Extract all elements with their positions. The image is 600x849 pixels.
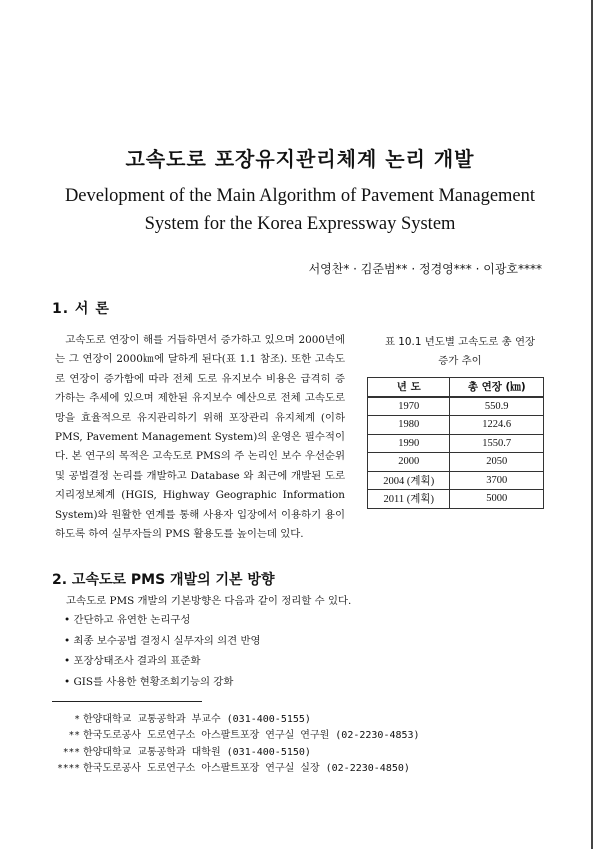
title-english [0, 182, 600, 238]
table-row [368, 397, 544, 416]
list-item: • 포장상태조사 결과의 표준화 [64, 651, 261, 672]
footnote-divider [52, 701, 202, 702]
list-item: • 최종 보수공법 결정시 실무자의 의견 반영 [64, 631, 261, 652]
section-1-heading: 1. 서 론 [52, 301, 110, 317]
section-2-intro: 고속도로 PMS 개발의 기본방향은 다음과 같이 정리할 수 있다. [66, 595, 352, 607]
table-row [368, 471, 544, 490]
table-header-row [368, 378, 544, 397]
footnote-mark: ** [68, 730, 80, 742]
header-total-length: 총 연장 (㎞) [450, 378, 544, 397]
section-2-heading: 2. 고속도로 PMS 개발의 기본 방향 [52, 572, 275, 588]
footnote [48, 761, 420, 777]
author-list: 서영찬* · 김준범** · 정경영*** · 이광호**** [308, 262, 542, 276]
cell-length: 2050 [450, 453, 544, 472]
footnote-mark: *** [62, 746, 80, 758]
footnote-text: 한양대학교 교통공학과 부교수 (031-400-5155) [83, 714, 311, 725]
footnote-mark: * [74, 714, 80, 725]
table-row [368, 453, 544, 472]
section-2-bullet-list [64, 610, 261, 692]
footnote [48, 712, 420, 728]
cell-length: 550.9 [450, 397, 544, 416]
table-caption-line-1: 표 10.1 년도별 고속도로 총 연장 [384, 336, 536, 348]
list-item: • 간단하고 유연한 논리구성 [64, 610, 261, 631]
section-1-paragraph: 고속도로 연장이 해를 거듭하면서 증가하고 있으며 2000년에는 그 연장이 2000㎞에 달하게 된다(표 1.1 참조). 또한 고속도로 연장이 증가함에 따라 전체 도로 유지보수 비용은 급격히 증가하는 추세에 있으며 제한된 유지보수 예산으로 전체 고속도로망을 효율적으로 유지관리하기 위해 포장관리 유지체계 (이하 PMS, Pavement Management System)의 운영은 필수적이다. 본 연구의 목적은 고속도로 PMS의 주 논리인 보수 우선순위 및 공법결정 논리를 개발하고 Database 와 최근에 개발된 도로지리정보체계 (HGIS, Highway Geographic Information System)와 원활한 연계를 통해 사용자 입장에서 이용하기 용이하도록 하여 실무자들의 PMS 활용도를 높이는데 있다. [55, 334, 345, 541]
footnote-text: 한국도로공사 도로연구소 아스팔트포장 연구실 연구원 (02-2230-4853) [83, 730, 420, 742]
cell-length: 1224.6 [450, 416, 544, 435]
cell-year: 1970 [368, 397, 450, 416]
table-caption-line-2: 증가 추이 [438, 355, 482, 367]
footnote [48, 728, 420, 744]
cell-length: 1550.7 [450, 434, 544, 453]
cell-length: 5000 [450, 490, 544, 509]
cell-year: 1990 [368, 434, 450, 453]
footnote [48, 745, 420, 761]
page-edge-line [591, 0, 593, 849]
table-row [368, 490, 544, 509]
footnote-mark: **** [57, 763, 80, 775]
cell-year: 2004 (계획) [368, 471, 450, 490]
cell-length: 3700 [450, 471, 544, 490]
cell-year: 2000 [368, 453, 450, 472]
title-korean: 고속도로 포장유지관리체계 논리 개발 [125, 147, 475, 171]
footnote-text: 한양대학교 교통공학과 대학원 (031-400-5150) [83, 746, 311, 758]
title-english-line-2: System for the Korea Expressway System [144, 214, 456, 234]
footnote-list [48, 712, 420, 778]
table-row [368, 416, 544, 435]
list-item: • GIS를 사용한 현황조회기능의 강화 [64, 672, 261, 693]
cell-year: 1980 [368, 416, 450, 435]
cell-year: 2011 (계획) [368, 490, 450, 509]
footnote-text: 한국도로공사 도로연구소 아스팔트포장 연구실 실장 (02-2230-4850) [83, 763, 410, 775]
length-by-year-table [367, 377, 544, 509]
table-caption [360, 333, 560, 371]
title-english-line-1: Development of the Main Algorithm of Pavement Management [64, 186, 536, 206]
table-row [368, 434, 544, 453]
header-year: 년 도 [368, 378, 450, 397]
